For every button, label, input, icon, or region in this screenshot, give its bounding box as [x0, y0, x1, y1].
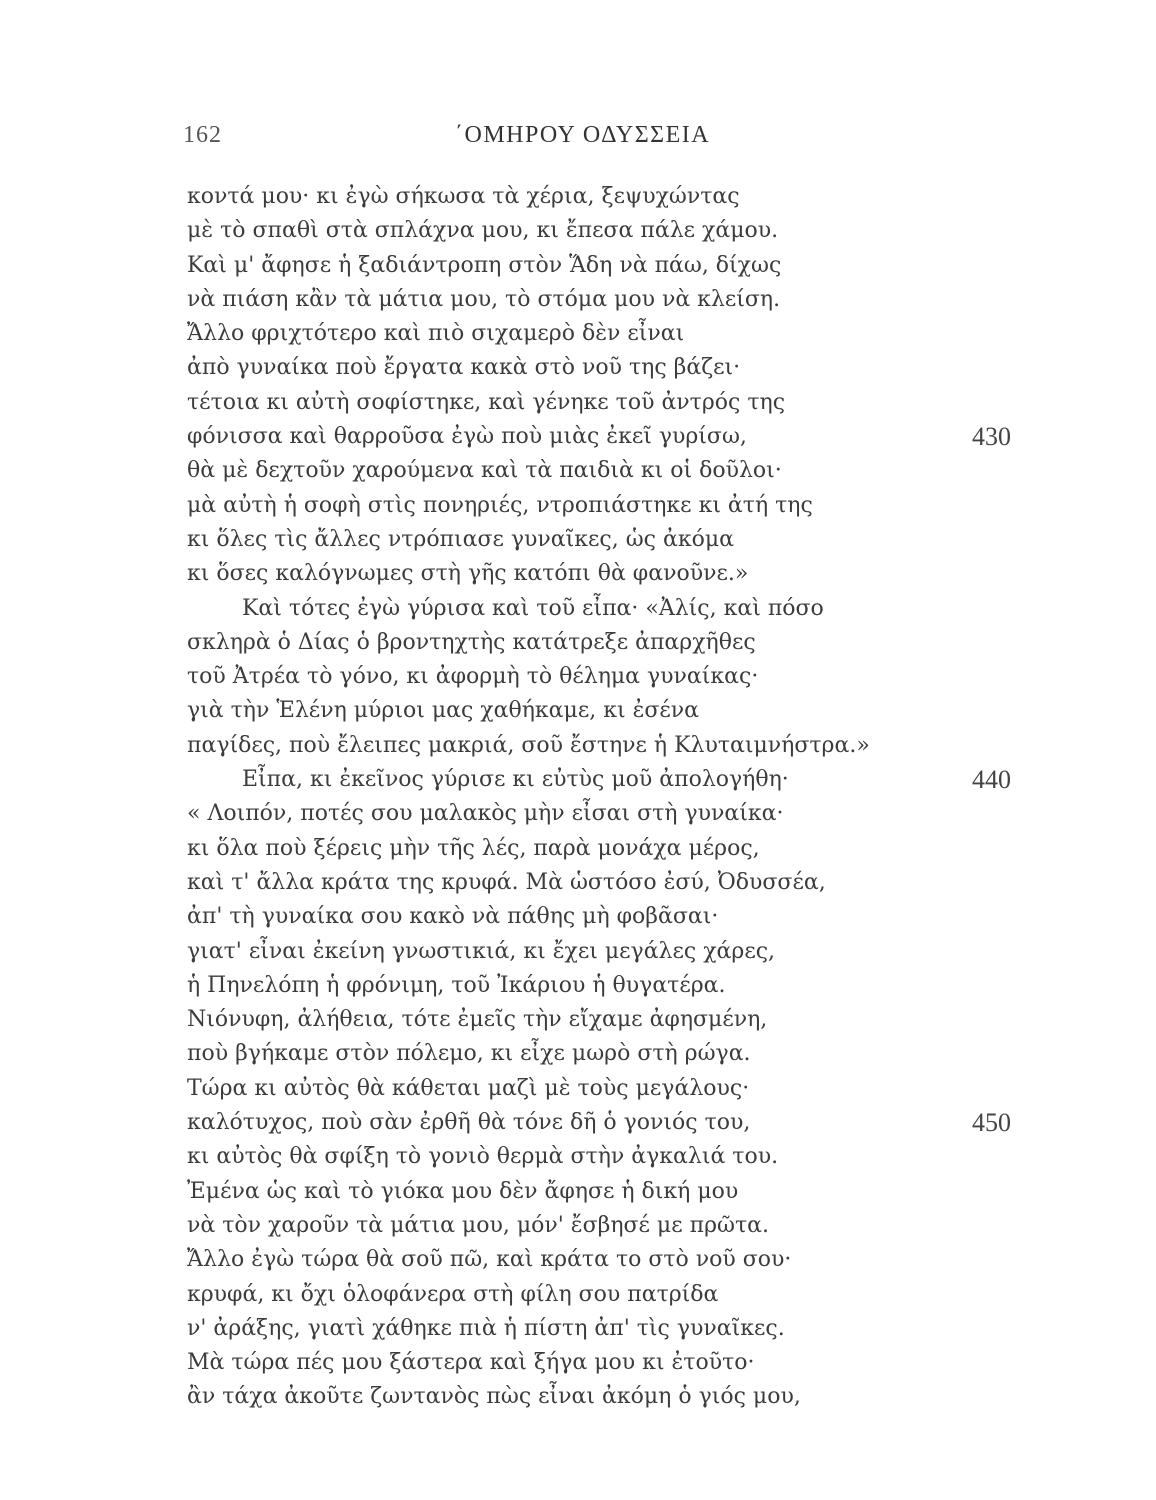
verse-line-text: ἀπὸ γυναίκα ποὺ ἔργατα κακὰ στὸ νοῦ της βάζει· [187, 355, 741, 381]
verse-line [187, 1140, 1087, 1174]
verse-line [187, 1312, 1087, 1346]
verse-line [187, 660, 1087, 694]
verse-line-text: γιὰ τὴν Ἑλένη μύριοι μας χαθήκαμε, κι ἐσένα [187, 698, 700, 724]
verse-line-text: κρυφά, κι ὄχι ὁλοφάνερα στὴ φίλη σου πατρίδα [187, 1281, 719, 1307]
verse-line [187, 420, 1087, 454]
verse-line-text: Ἄλλο φριχτότερο καὶ πιὸ σιχαμερὸ δὲν εἶναι [187, 321, 685, 347]
verse-line [187, 351, 1087, 385]
verse-line-text: κοντά μου· κι ἐγὼ σήκωσα τὰ χέρια, ξεψυχώντας [187, 184, 740, 209]
line-number: 450 [972, 1108, 1011, 1138]
verse-line-text: μὲ τὸ σπαθὶ στὰ σπλάχνα μου, κι ἔπεσα πάλε χάμου. [187, 218, 779, 244]
verse-line [187, 386, 1087, 420]
verse-line-text: νὰ πιάση κἂν τὰ μάτια μου, τὸ στόμα μου νὰ κλείση. [187, 286, 781, 312]
verse-line [187, 626, 1087, 660]
verse-line-text: Ἄλλο ἐγὼ τώρα θὰ σοῦ πῶ, καὶ κράτα το στὸ νοῦ σου· [187, 1247, 792, 1273]
verse-line [187, 900, 1087, 934]
verse-line [187, 694, 1087, 728]
verse-line [187, 866, 1087, 900]
verse-line-text: καλότυχος, ποὺ σὰν ἐρθῆ θὰ τόνε δῆ ὁ γονιός του, [187, 1110, 751, 1136]
page-number: 162 [183, 122, 222, 148]
running-head [0, 122, 1156, 162]
verse-line [187, 214, 1087, 248]
verse-line [187, 1380, 1087, 1414]
verse-line-text: μὰ αὐτὴ ἡ σοφὴ στὶς πονηριές, ντροπιάστηκε κι ἀτή της [187, 492, 813, 518]
verse-block [187, 180, 1087, 1415]
verse-line [187, 729, 1087, 763]
verse-line [187, 1106, 1087, 1140]
verse-line-text: Εἶπα, κι ἐκεῖνος γύρισε κι εὐτὺς μοῦ ἀπολογήθη· [242, 767, 789, 793]
verse-line [187, 763, 1087, 797]
verse-line [187, 489, 1087, 523]
verse-line [187, 249, 1087, 283]
verse-line-text: Τώρα κι αὐτὸς θὰ κάθεται μαζὶ μὲ τοὺς μεγάλους· [187, 1075, 750, 1101]
verse-line-text: ἂν τάχα ἀκοῦτε ζωντανὸς πὼς εἶναι ἀκόμη ὁ γιός μου, [187, 1384, 801, 1410]
verse-line-text: Νιόνυφη, ἀλήθεια, τότε ἐμεῖς τὴν εἴχαμε ἀφησμένη, [187, 1007, 768, 1033]
verse-line-text: θὰ μὲ δεχτοῦν χαρούμενα καὶ τὰ παιδιὰ κι οἱ δοῦλοι· [187, 458, 782, 484]
verse-line [187, 592, 1087, 626]
verse-line [187, 935, 1087, 969]
verse-line [187, 557, 1087, 591]
verse-line-text: ν' ἀράξης, γιατὶ χάθηκε πιὰ ἡ πίστη ἀπ' τὶς γυναῖκες. [187, 1315, 785, 1341]
verse-line-text: τοῦ Ἀτρέα τὸ γόνο, κι ἀφορμὴ τὸ θέλημα γυναίκας· [187, 664, 759, 690]
verse-line-text: καὶ τ' ἄλλα κράτα της κρυφά. Μὰ ὡστόσο ἐσύ, Ὀδυσσέα, [187, 869, 826, 895]
verse-line-text: « Λοιπόν, ποτές σου μαλακὸς μὴν εἶσαι στὴ γυναίκα· [187, 801, 784, 827]
verse-line [187, 1346, 1087, 1380]
verse-line-text: Ἐμένα ὡς καὶ τὸ γιόκα μου δὲν ἄφησε ἡ δική μου [187, 1178, 739, 1204]
verse-line [187, 283, 1087, 317]
verse-line [187, 1175, 1087, 1209]
verse-line-text: φόνισσα καὶ θαρροῦσα ἐγὼ ποὺ μιὰς ἐκεῖ γυρίσω, [187, 424, 747, 450]
verse-line-text: Καὶ μ' ἄφησε ἡ ξαδιάντροπη στὸν Ἅδη νὰ πάω, δίχως [187, 252, 782, 278]
verse-line-text: κι ὅλες τὶς ἄλλες ντρόπιασε γυναῖκες, ὡς ἀκόμα [187, 526, 735, 552]
verse-line-text: ἀπ' τὴ γυναίκα σου κακὸ νὰ πάθης μὴ φοβᾶσαι· [187, 904, 719, 930]
line-number: 430 [972, 422, 1011, 452]
running-title: ΄ΟΜΗΡΟΥ ΟΔΥΣΣΕΙΑ [455, 122, 711, 148]
verse-line [187, 1243, 1087, 1277]
verse-line-text: ἡ Πηνελόπη ἡ φρόνιμη, τοῦ Ἰκάριου ἡ θυγατέρα. [187, 972, 726, 998]
verse-line [187, 317, 1087, 351]
verse-line-text: κι αὐτὸς θὰ σφίξη τὸ γονιὸ θερμὰ στὴν ἀγκαλιά του. [187, 1144, 779, 1170]
verse-line [187, 1003, 1087, 1037]
verse-line [187, 1037, 1087, 1071]
verse-line [187, 969, 1087, 1003]
verse-line-text: γιατ' εἶναι ἐκείνη γνωστικιά, κι ἔχει μεγάλες χάρες, [187, 938, 776, 964]
verse-line [187, 1209, 1087, 1243]
verse-line-text: τέτοια κι αὐτὴ σοφίστηκε, καὶ γένηκε τοῦ ἀντρός της [187, 389, 786, 415]
verse-line-text: Μὰ τώρα πές μου ξάστερα καὶ ξήγα μου κι ἐτοῦτο· [187, 1350, 755, 1376]
verse-line-text: ποὺ βγήκαμε στὸν πόλεμο, κι εἶχε μωρὸ στὴ ρώγα. [187, 1041, 751, 1067]
verse-line-text: σκληρὰ ὁ Δίας ὁ βροντηχτὴς κατάτρεξε ἀπαρχῆθες [187, 629, 756, 655]
verse-line [187, 1072, 1087, 1106]
verse-line-text: κι ὅσες καλόγνωμες στὴ γῆς κατόπι θὰ φανοῦνε.» [187, 561, 749, 587]
verse-line [187, 180, 1087, 214]
line-number: 440 [972, 765, 1011, 795]
verse-line [187, 1278, 1087, 1312]
verse-line [187, 832, 1087, 866]
verse-line-text: κι ὅλα ποὺ ξέρεις μὴν τῆς λές, παρὰ μονάχα μέρος, [187, 835, 760, 861]
verse-line-text: νὰ τὸν χαροῦν τὰ μάτια μου, μόν' ἔσβησέ με πρῶτα. [187, 1212, 769, 1238]
verse-line [187, 523, 1087, 557]
verse-line-text: παγίδες, ποὺ ἔλειπες μακριά, σοῦ ἔστηνε ἡ Κλυταιμνήστρα.» [187, 732, 870, 758]
verse-line-text: Καὶ τότες ἐγὼ γύρισα καὶ τοῦ εἶπα· «Ἀλίς, καὶ πόσο [242, 595, 824, 621]
verse-line [187, 454, 1087, 488]
verse-line [187, 797, 1087, 831]
